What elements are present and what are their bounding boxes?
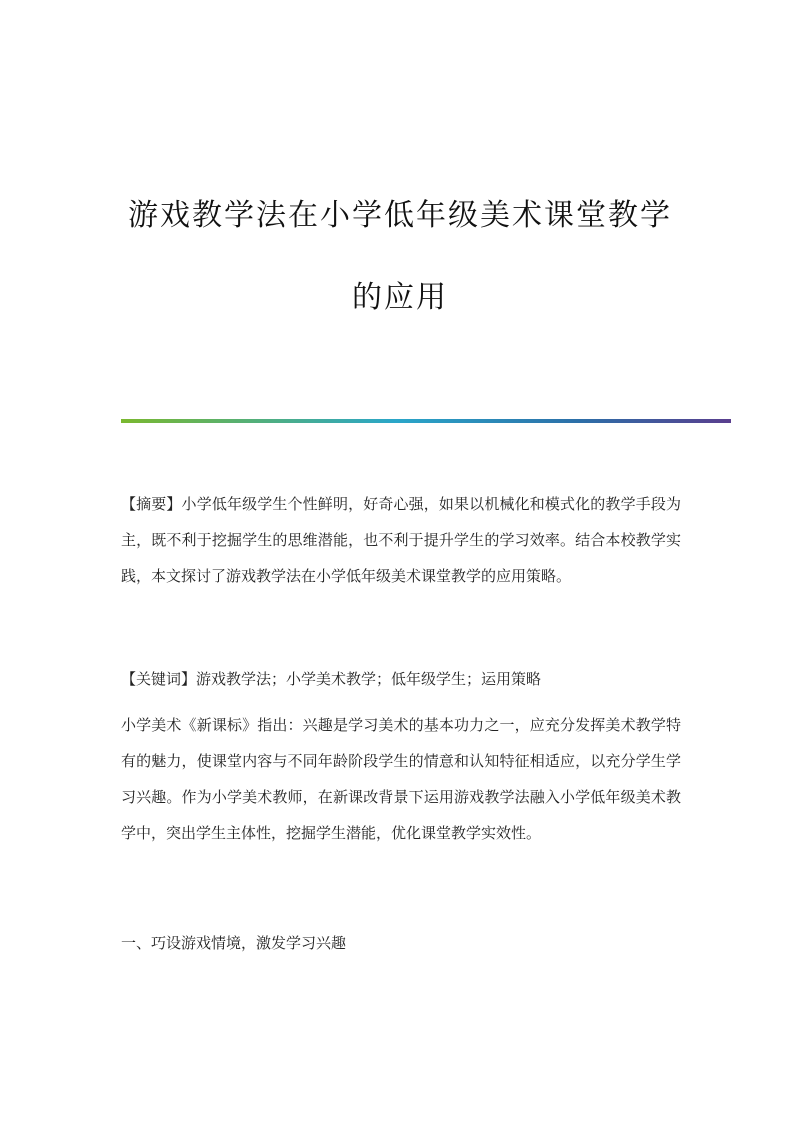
page-title-line-1: 游戏教学法在小学低年级美术课堂教学 <box>128 198 672 233</box>
section-heading: 一、巧设游戏情境，激发学习兴趣 <box>121 934 347 952</box>
gradient-divider <box>121 419 731 423</box>
body-paragraph: 小学美术《新课标》指出：兴趣是学习美术的基本功力之一，应充分发挥美术教学特有的魅力，使课堂内容与不同年龄阶段学生的情意和认知特征相适应，以充分学生学习兴趣。作为小学美术教师，在新课改背景下运用游戏教学法融入小学低年级美术教学中，突出学生主体性，挖掘学生潜能，优化课堂教学实效性。 <box>121 716 681 842</box>
abstract-paragraph: 【摘要】小学低年级学生个性鲜明，好奇心强，如果以机械化和模式化的教学手段为主，既不利于挖掘学生的思维潜能，也不利于提升学生的学习效率。结合本校教学实践，本文探讨了游戏教学法在小学低年级美术课堂教学的应用策略。 <box>121 495 681 585</box>
keywords-line: 【关键词】游戏教学法；小学美术教学；低年级学生；运用策略 <box>121 670 542 688</box>
page-title-line-2: 的应用 <box>352 280 448 315</box>
